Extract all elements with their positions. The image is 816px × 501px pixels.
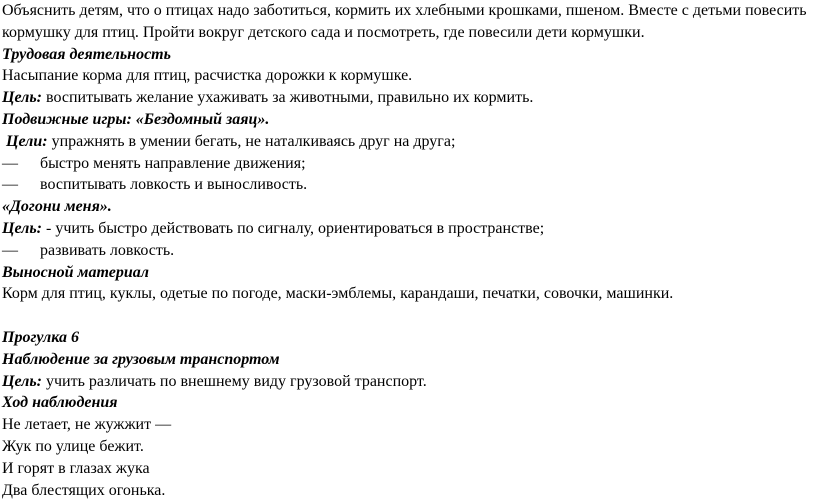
dash-bullet: — (2, 241, 18, 259)
labor-text: Насыпание корма для птиц, расчистка дорожки к кормушке. (2, 67, 413, 85)
game2-goal (2, 218, 814, 240)
intro-line-1: Объяснить детям, что о птицах надо заботиться, кормить их хлебными крошками, пшеном. Вместе с детьми повесить (2, 2, 807, 19)
game2-goal-label: Цель: (2, 219, 42, 237)
games-list-item-text: быстро менять направление движения; (40, 154, 306, 172)
poem-line: Жук по улице бежит. (2, 437, 144, 455)
labor-heading: Трудовая деятельность (2, 45, 171, 63)
document-page (2, 0, 814, 501)
blank-line (2, 305, 814, 327)
labor-goal (2, 87, 814, 109)
walk-goal (2, 371, 814, 393)
observation-heading: Наблюдение за грузовым транспортом (2, 350, 280, 368)
intro-line-2: кормушку для птиц. Пройти вокруг детского сада и посмотреть, где повесили дети кормушки. (2, 23, 645, 41)
walk-title: Прогулка 6 (2, 328, 79, 346)
labor-goal-text: воспитывать желание ухаживать за животными, правильно их кормить. (42, 89, 534, 107)
games-heading: Подвижные игры: «Бездомный заяц». (2, 110, 270, 128)
games-list-item (2, 153, 814, 175)
dash-bullet: — (2, 154, 18, 172)
game2-title: «Догони меня». (2, 198, 112, 216)
games-list-item (2, 174, 814, 196)
games-goals (2, 131, 814, 153)
game2-goal-text: - учить быстро действовать по сигналу, ориентироваться в пространстве; (42, 219, 545, 237)
games-goals-label: Цели: (6, 132, 48, 150)
poem-line: Два блестящих огонька. (2, 481, 166, 499)
game2-list-item-text: развивать ловкость. (40, 241, 175, 259)
course-heading: Ход наблюдения (2, 394, 118, 412)
poem-line: Не летает, не жужжит — (2, 416, 172, 434)
games-list-item-text: воспитывать ловкость и выносливость. (40, 176, 308, 194)
dash-bullet: — (2, 176, 18, 194)
labor-goal-label: Цель: (2, 89, 42, 107)
material-text: Корм для птиц, куклы, одетые по погоде, маски-эмблемы, карандаши, печатки, совочки, машинки. (2, 285, 674, 303)
poem-line: И горят в глазах жука (2, 459, 150, 477)
walk-goal-text: учить различать по внешнему виду грузовой транспорт. (42, 372, 427, 390)
game2-list-item (2, 240, 814, 262)
games-goals-text: упражнять в умении бегать, не наталкиваясь друг на друга; (47, 132, 456, 150)
walk-goal-label: Цель: (2, 372, 42, 390)
material-heading: Выносной материал (2, 263, 149, 281)
